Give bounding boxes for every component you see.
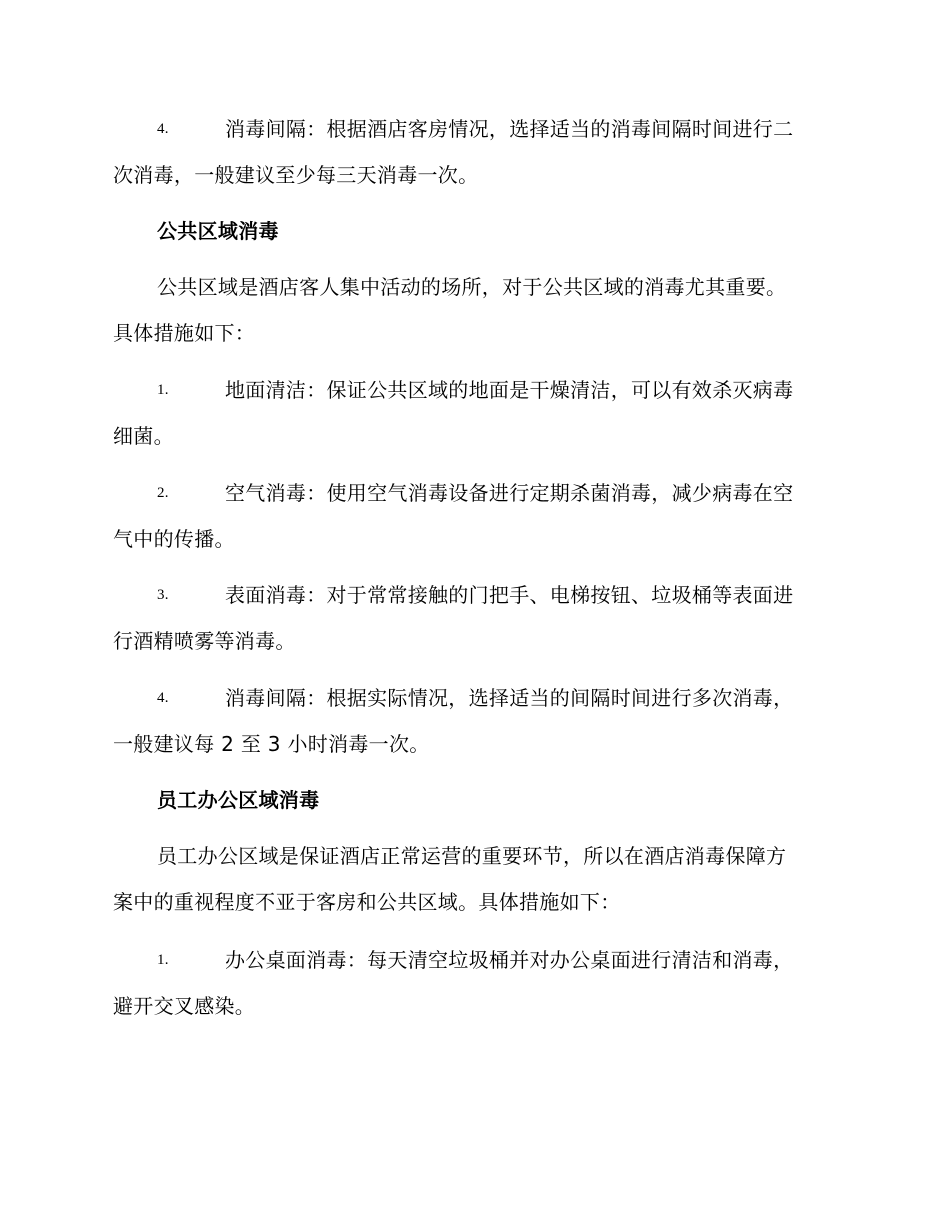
paragraph-line: 具体措施如下：: [113, 321, 256, 345]
list-item-text: 表面消毒：对于常常接触的门把手、电梯按钮、垃圾桶等表面进: [225, 583, 794, 607]
list-item: [113, 572, 833, 664]
paragraph: [113, 833, 833, 925]
list-item-continuation: 避开交叉感染。: [113, 994, 256, 1018]
list-item: [113, 367, 833, 459]
list-item-text: 消毒间隔：根据酒店客房情况，选择适当的消毒间隔时间进行二: [225, 117, 794, 141]
list-item-text: 办公桌面消毒：每天清空垃圾桶并对办公桌面进行清洁和消毒，: [225, 948, 794, 972]
list-number: 4.: [157, 690, 169, 706]
paragraph: [113, 264, 833, 356]
list-item-text: 地面清洁：保证公共区域的地面是干燥清洁，可以有效杀灭病毒: [225, 378, 794, 402]
section-heading: 员工办公区域消毒: [157, 788, 320, 812]
paragraph-line: 员工办公区域是保证酒店正常运营的重要环节，所以在酒店消毒保障方: [157, 844, 787, 868]
list-item-text: 空气消毒：使用空气消毒设备进行定期杀菌消毒，减少病毒在空: [225, 481, 794, 505]
section-heading: 公共区域消毒: [157, 219, 279, 243]
list-item: [113, 937, 833, 1029]
list-item-continuation: 次消毒，一般建议至少每三天消毒一次。: [113, 163, 479, 187]
paragraph-line: 公共区域是酒店客人集中活动的场所，对于公共区域的消毒尤其重要。: [157, 275, 787, 299]
list-item-text: 消毒间隔：根据实际情况，选择适当的间隔时间进行多次消毒，: [225, 686, 794, 710]
list-item: [113, 470, 833, 562]
list-number: 2.: [157, 485, 169, 501]
list-item: [113, 106, 833, 198]
list-number: 4.: [157, 121, 169, 137]
paragraph-line: 案中的重视程度不亚于客房和公共区域。具体措施如下：: [113, 890, 621, 914]
list-number: 3.: [157, 587, 169, 603]
list-item-continuation: 行酒精喷雾等消毒。: [113, 629, 296, 653]
list-number: 1.: [157, 952, 169, 968]
list-number: 1.: [157, 382, 169, 398]
list-item-continuation: 细菌。: [113, 424, 174, 448]
list-item: [113, 675, 833, 767]
list-item-continuation: 一般建议每 2 至 3 小时消毒一次。: [113, 732, 430, 756]
list-item-continuation: 气中的传播。: [113, 527, 235, 551]
